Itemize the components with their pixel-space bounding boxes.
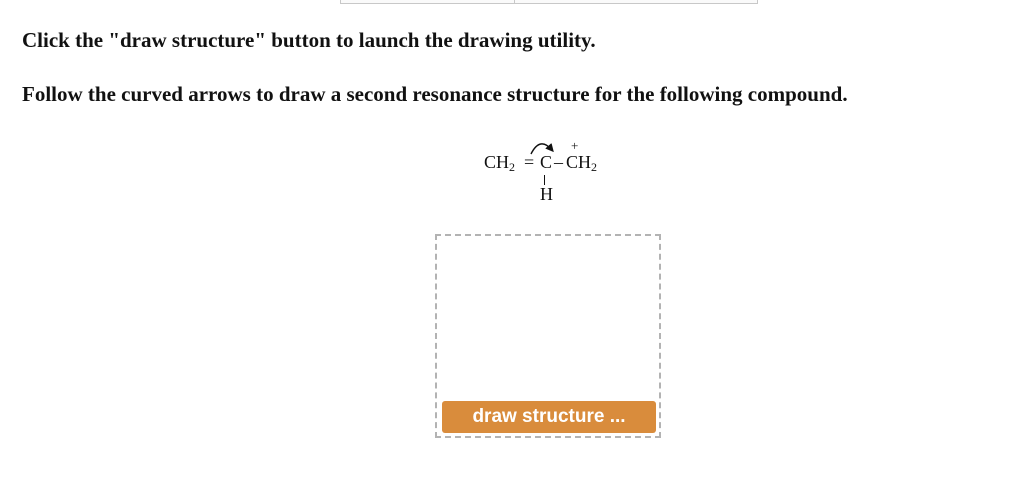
ch2-left-subscript: 2 [509, 160, 516, 174]
positive-charge: + [571, 138, 579, 153]
allyl-cation-structure [480, 140, 630, 208]
top-toolbar-divider [514, 0, 515, 4]
ch2-left-text: CH [484, 152, 510, 172]
instruction-resonance-task: Follow the curved arrows to draw a second resonance structure for the following compound. [22, 82, 848, 106]
ch2-right-group [566, 152, 597, 172]
ch2-right-subscript: 2 [591, 160, 598, 174]
single-bond: – [554, 152, 563, 172]
curved-arrow-icon [480, 140, 630, 208]
draw-structure-button[interactable]: draw structure ... [442, 401, 656, 433]
ch2-left-group [484, 152, 515, 172]
ch2-right-text: CH [566, 152, 592, 172]
instruction-launch-utility: Click the "draw structure" button to launch the drawing utility. [22, 28, 596, 52]
hydrogen-atom: H [540, 184, 553, 204]
top-toolbar-edge [340, 0, 758, 4]
central-carbon: C [540, 152, 553, 172]
double-bond: = [524, 152, 535, 172]
